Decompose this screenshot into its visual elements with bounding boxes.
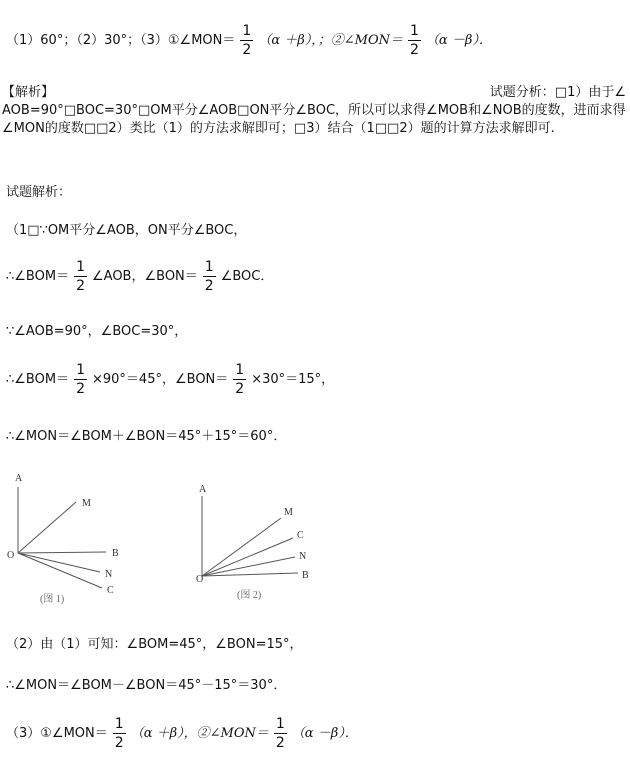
analysis-body: AOB=90°□BOC=30°□OM平分∠AOB□ON平分∠BOC，所以可以求得∠MOB和∠NOB的度数，进而求得∠MON的度数□□2）类比（1）的方法求解即可；□3）结合（1□□2）题的计算方法求解即可. xyxy=(2,103,626,136)
label-o: O xyxy=(196,574,204,585)
label-b: B xyxy=(112,548,119,559)
answer-part-2: （α ＋β），；②∠MON＝ xyxy=(258,33,403,48)
ray-oc xyxy=(18,553,102,588)
fraction-half: $\frac{1}{2}$ xyxy=(76,259,85,294)
ray-om xyxy=(18,502,76,553)
ray-oc xyxy=(202,538,293,576)
fraction-half: $\frac{1}{2}$ xyxy=(275,716,285,751)
solution-step-5: ∴∠MON＝∠BOM＋∠BON＝45°＋15°＝60°． xyxy=(6,429,287,444)
label-o: O xyxy=(7,550,15,561)
fraction-half: $\frac{1}{2}$ xyxy=(204,259,214,294)
solution-step-4: ∴∠BOM＝ $\frac{1}{2}$ ×90°＝45°，∠BON＝ $\frac{1}{2}$ ×30°＝15°， xyxy=(6,362,335,397)
answer-part-1: （1）60°；（2）30°；（3）①∠MON＝ xyxy=(6,33,236,48)
analysis-heading: 【解析】 xyxy=(2,85,55,100)
solution-step-8: （3）①∠MON＝ $\frac{1}{2}$ （α ＋β），②∠MON＝ $\frac{1}{2}$ （α －β）． xyxy=(6,716,358,751)
figure-1-caption: (图 1) xyxy=(40,594,65,605)
figure-1 xyxy=(0,465,175,610)
label-a: A xyxy=(199,484,207,495)
fraction-half: $\frac{1}{2}$ xyxy=(242,23,252,58)
label-n: N xyxy=(105,569,113,580)
solution-heading: 试题解析： xyxy=(6,185,72,200)
solution-step-3: ∵∠AOB=90°，∠BOC=30°， xyxy=(6,324,188,339)
label-a: A xyxy=(15,473,23,484)
figure-2-caption: (图 2) xyxy=(237,590,262,601)
solution-step-7: ∴∠MON＝∠BOM－∠BON＝45°－15°＝30°． xyxy=(6,678,287,693)
figure-2 xyxy=(190,478,330,608)
fraction-half: $\frac{1}{2}$ xyxy=(114,716,124,751)
ray-om xyxy=(202,518,281,576)
ray-ob xyxy=(18,552,106,553)
fraction-half: $\frac{1}{2}$ xyxy=(76,362,85,397)
solution-step-1: （1□∵OM平分∠AOB，ON平分∠BOC， xyxy=(6,223,247,238)
answer-line xyxy=(6,24,492,57)
analysis-intro: 试题分析：□1）由于∠ xyxy=(489,85,626,100)
label-c: C xyxy=(297,530,304,541)
label-n: N xyxy=(299,551,307,562)
solution-step-6: （2）由（1）可知：∠BOM=45°，∠BON=15°， xyxy=(6,637,303,652)
ray-on xyxy=(18,553,100,572)
label-m: M xyxy=(284,507,293,518)
fraction-half: $\frac{1}{2}$ xyxy=(235,362,245,397)
fraction-half: $\frac{1}{2}$ xyxy=(409,23,419,58)
label-c: C xyxy=(107,585,114,596)
label-b: B xyxy=(302,570,309,581)
answer-part-3: （α －β）． xyxy=(425,33,492,48)
solution-step-2: ∴∠BOM＝ $\frac{1}{2}$ ∠AOB，∠BON＝ $\frac{1}{2}$ ∠BOC． xyxy=(6,259,274,294)
analysis-section xyxy=(2,84,626,138)
label-m: M xyxy=(82,498,91,509)
